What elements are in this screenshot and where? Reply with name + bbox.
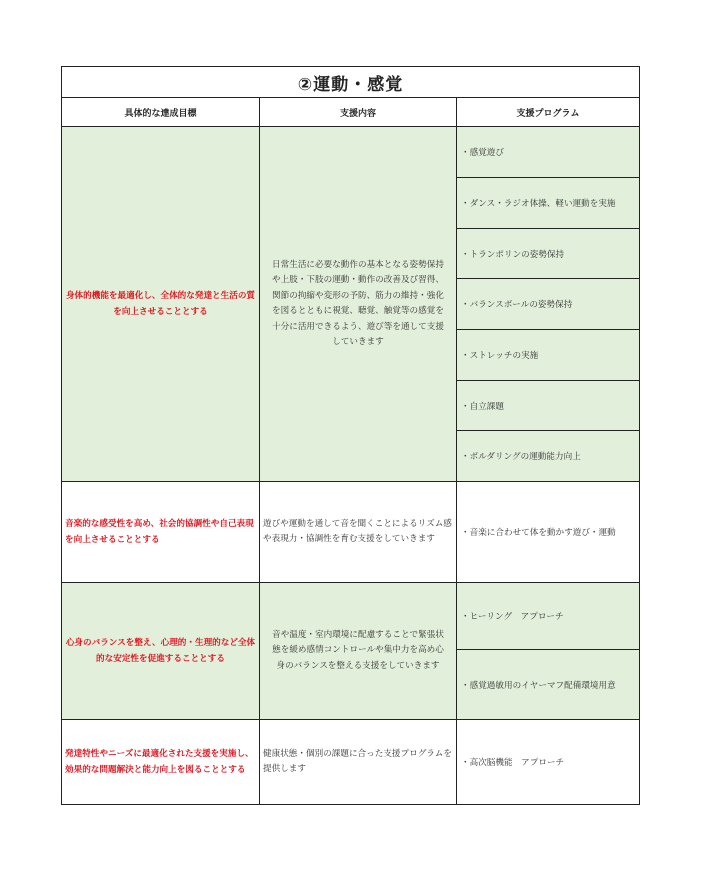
section-1-program-4: ・バランスボールの姿勢保持	[457, 279, 640, 330]
section-1-program-6: ・自立課題	[457, 381, 640, 431]
section-1-program-2: ・ダンス・ラジオ体操、軽い運動を実施	[457, 178, 640, 229]
header-goal: 具体的な達成目標	[62, 98, 260, 127]
section-4-program-1: ・高次脳機能 アプローチ	[457, 720, 640, 805]
section-1-program-5: ・ストレッチの実施	[457, 330, 640, 381]
section-1-program-1: ・感覚遊び	[457, 127, 640, 178]
support-plan-sheet	[61, 66, 639, 805]
section-4-goal: 発達特性やニーズに最適化された支援を実施し、効果的な問題解決と能力向上を図ることとする	[62, 720, 260, 805]
section-2-program-1: ・音楽に合わせて体を動かす遊び・運動	[457, 482, 640, 583]
section-1-program-7: ・ボルダリングの運動能力向上	[457, 431, 640, 482]
section-1-goal: 身体的機能を最適化し、全体的な発達と生活の質を向上させることとする	[62, 127, 260, 482]
table-row	[62, 583, 640, 650]
section-2-goal: 音楽的な感受性を高め、社会的協調性や自己表現を向上させることとする	[62, 482, 260, 583]
section-2-content: 遊びや運動を通して音を聞くことによるリズム感や表現力・協調性を育む支援をしていきます	[260, 482, 457, 583]
section-3-content: 音や温度・室内環境に配慮することで緊張状態を緩め感情コントロールや集中力を高め心身のバランスを整える支援をしていきます	[260, 583, 457, 720]
page-title: ②運動・感覚	[62, 67, 640, 98]
table-row	[62, 482, 640, 583]
support-plan-table	[61, 66, 640, 805]
section-3-goal: 心身のバランスを整え、心理的・生理的など全体的な安定性を促進することとする	[62, 583, 260, 720]
section-1-content: 日常生活に必要な動作の基本となる姿勢保持や上肢・下肢の運動・動作の改善及び習得、関節の拘縮や変形の予防、筋力の維持・強化を図るとともに視覚、聴覚、触覚等の感覚を十分に活用できるよう、遊び等を通して支援していきます	[260, 127, 457, 482]
section-3-program-2: ・感覚過敏用のイヤーマフ配備環境用意	[457, 650, 640, 720]
table-row	[62, 127, 640, 178]
section-1-program-3: ・トランポリンの姿勢保持	[457, 229, 640, 279]
header-program: 支援プログラム	[457, 98, 640, 127]
section-4-content: 健康状態・個別の課題に合った支援プログラムを提供します	[260, 720, 457, 805]
section-3-program-1: ・ヒーリング アプローチ	[457, 583, 640, 650]
title-row	[62, 67, 640, 98]
table-row	[62, 720, 640, 805]
header-content: 支援内容	[260, 98, 457, 127]
header-row	[62, 98, 640, 127]
